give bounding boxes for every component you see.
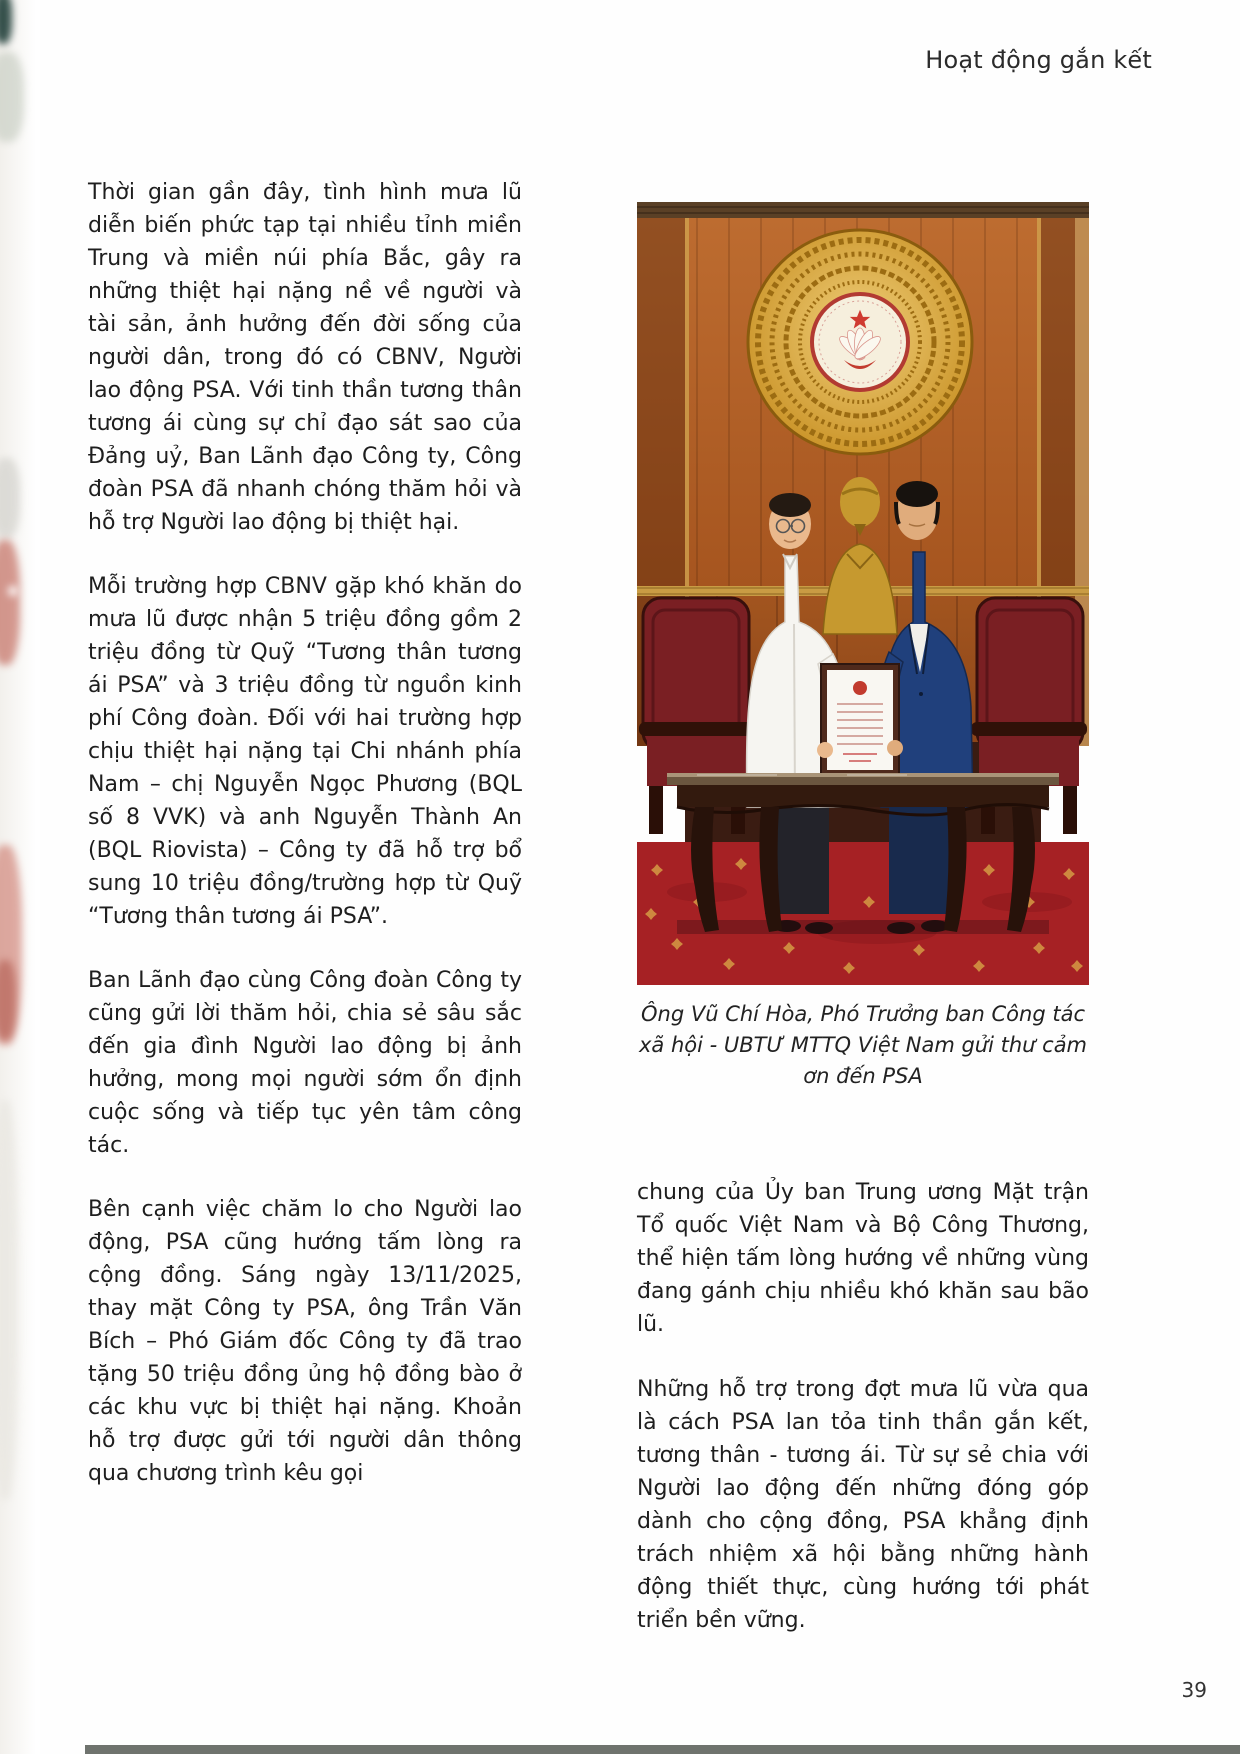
photo-caption: Ông Vũ Chí Hòa, Phó Trưởng ban Công tác xã hội - UBTƯ MTTQ Việt Nam gửi thư cảm ơn đến PSA (638, 1002, 1088, 1088)
edge-accent (0, 540, 20, 665)
left-column (88, 176, 522, 1521)
mttq-emblem-icon (748, 230, 972, 454)
certificate-illustration (821, 664, 899, 776)
edge-accent (0, 960, 16, 1040)
edge-accent (0, 0, 12, 44)
edge-accent (8, 586, 18, 596)
paragraph-5: Những hỗ trợ trong đợt mưa lũ vừa qua là cách PSA lan tỏa tinh thần gắn kết, tương thân - tương ái. Từ sự sẻ chia với Người lao động đến những đóng góp dành cho cộng đồng, PSA khẳng định trách nhiệm xã hội bằng những hành động thiết thực, cùng hướng tới phát triển bền vững. (637, 1377, 1089, 1633)
paragraph-4: Bên cạnh việc chăm lo cho Người lao động, PSA cũng hướng tấm lòng ra cộng đồng. Sáng ngày 13/11/2025, thay mặt Công ty PSA, ông Trần Văn Bích – Phó Giám đốc Công ty đã trao tặng 50 triệu đồng ủng hộ đồng bào ở các khu vực bị thiệt hại nặng. Khoản hỗ trợ được gửi tới người dân thông qua chương trình kêu gọi (88, 1197, 522, 1486)
paragraph-1: Thời gian gần đây, tình hình mưa lũ diễn biến phức tạp tại nhiều tỉnh miền Trung và miền núi phía Bắc, gây ra những thiệt hại nặng nề về người và tài sản, ảnh hưởng đến đời sống của người dân, trong đó có CBNV, Người lao động PSA. Với tinh thần tương thân tương ái cùng sự chỉ đạo sát sao của Đảng uỷ, Ban Lãnh đạo Công ty, Công đoàn PSA đã nhanh chóng thăm hỏi và hỗ trợ Người lao động bị thiệt hại. (88, 180, 522, 535)
page-edge-artwork (0, 0, 40, 1754)
right-column (637, 202, 1089, 1669)
page-number: 39 (1181, 1678, 1207, 1702)
right-column-text (637, 1176, 1089, 1637)
paragraph-3: Ban Lãnh đạo cùng Công đoàn Công ty cũng gửi lời thăm hỏi, chia sẻ sâu sắc đến gia đình Người lao động bị ảnh hưởng, mong mọi người sớm ổn định cuộc sống và tiếp tục yên tâm công tác. (88, 968, 522, 1158)
paragraph-4-continued: chung của Ủy ban Trung ương Mặt trận Tổ quốc Việt Nam và Bộ Công Thương, thể hiện tấm lòng hướng về những vùng đang gánh chịu nhiều khó khăn sau bão lũ. (637, 1180, 1089, 1337)
edge-accent (0, 1100, 18, 1500)
paragraph-2: Mỗi trường hợp CBNV gặp khó khăn do mưa lũ được nhận 5 triệu đồng gồm 2 triệu đồng từ Quỹ “Tương thân tương ái PSA” và 3 triệu đồng từ nguồn kinh phí Công đoàn. Đối với hai trường hợp chịu thiệt hại nặng tại Chi nhánh phía Nam – chị Nguyễn Ngọc Phương (BQL số 8 VVK) và anh Nguyễn Thành An (BQL Riovista) – Công ty đã hỗ trợ bổ sung 10 triệu đồng/trường hợp từ Quỹ “Tương thân tương ái PSA”. (88, 574, 522, 929)
article-photo (637, 202, 1089, 1092)
edge-accent (0, 458, 20, 538)
section-header: Hoạt động gắn kết (925, 46, 1152, 74)
photo-illustration (637, 202, 1089, 985)
bottom-edge-bar (85, 1745, 1240, 1754)
edge-accent (0, 52, 24, 142)
